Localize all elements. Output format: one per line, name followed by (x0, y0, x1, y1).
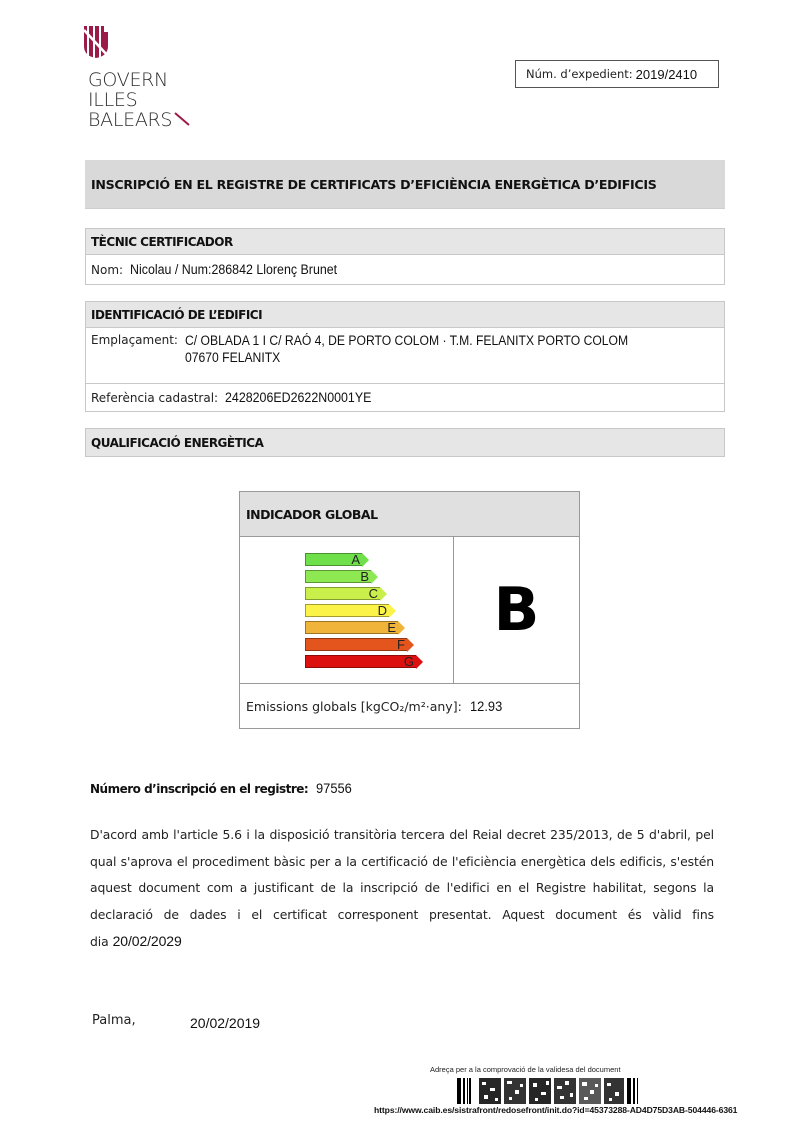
signature-date: 20/02/2019 (190, 1015, 261, 1031)
technician-section (85, 228, 725, 285)
energy-grade: B (493, 575, 540, 645)
indicator-heading: INDICADOR GLOBAL (240, 492, 579, 537)
government-logo-text (88, 70, 190, 130)
energy-bar-letter: F (397, 637, 405, 652)
signature-place: Palma, (92, 1013, 136, 1028)
validity-statement (90, 822, 714, 956)
location-value (185, 332, 677, 383)
emissions-value: 12.93 (469, 698, 503, 714)
location-line-2: 07670 FELANITX (184, 350, 281, 365)
energy-bar-c (305, 587, 387, 600)
verification-barcode (457, 1078, 640, 1104)
logo-line-3: BALEARS (88, 109, 173, 131)
cadastral-label: Referència cadastral: (91, 390, 219, 405)
energy-bar-a (305, 553, 369, 566)
verification-label: Adreça per a la comprovació de la validesa del document (430, 1065, 621, 1074)
name-label: Nom: (91, 262, 124, 277)
energy-bar-f (305, 638, 414, 651)
rating-heading: QUALIFICACIÓ ENERGÈTICA (86, 429, 724, 456)
energy-bar-g (305, 655, 423, 668)
indicator-body (240, 537, 579, 684)
energy-bar-letter: B (360, 569, 369, 584)
registry-label: Número d’inscripció en el registre: (90, 782, 309, 796)
verification-url-link[interactable]: https://www.caib.es/sistrafront/redosefront/init.do?id=45373288-AD4D75D3AB-504446-6361 (374, 1105, 738, 1115)
location-row (86, 328, 724, 383)
expedient-number-box (515, 60, 719, 88)
expedient-label: Núm. d’expedient: (526, 67, 633, 81)
energy-bar-letter: A (351, 552, 360, 567)
global-indicator-box (239, 491, 580, 729)
registry-number (90, 780, 355, 796)
logo-slash-icon (174, 110, 190, 124)
valid-until-date: 20/02/2029 (112, 933, 182, 949)
cadastral-row (86, 383, 724, 411)
energy-bar-letter: D (377, 603, 387, 618)
cadastral-value: 2428206ED2622N0001YE (225, 390, 372, 405)
emissions-row (240, 684, 579, 728)
energy-bar-b (305, 570, 378, 583)
rating-section (85, 428, 725, 457)
energy-bar-e (305, 621, 405, 634)
government-logo-emblem (84, 26, 108, 58)
energy-bar-letter: C (368, 586, 378, 601)
building-section (85, 301, 725, 412)
location-line-1: C/ OBLADA 1 I C/ RAÓ 4, DE PORTO COLOM · T.M. FELANITX PORTO COLOM (184, 333, 629, 348)
barcode-icon (457, 1078, 640, 1104)
registry-value: 97556 (316, 780, 353, 796)
building-heading: IDENTIFICACIÓ DE L’EDIFICI (86, 302, 724, 328)
location-label: Emplaçament: (91, 333, 178, 347)
technician-name-row (86, 255, 724, 284)
emissions-label: Emissions globals [kgCO₂/m²·any]: (246, 698, 462, 714)
energy-bar-d (305, 604, 396, 617)
energy-bar-letter: E (387, 620, 396, 635)
technician-heading: TÈCNIC CERTIFICADOR (86, 229, 724, 255)
shield-stripes-icon (84, 26, 108, 58)
logo-line-2: ILLES (88, 89, 138, 111)
document-title: INSCRIPCIÓ EN EL REGISTRE DE CERTIFICATS D’EFICIÈNCIA ENERGÈTICA D’EDIFICIS (85, 160, 725, 209)
statement-text: D'acord amb l'article 5.6 i la disposició transitòria tercera del Reial decret 235/2013, de 5 d'abril, pel qual s'aprova el procediment bàsic per a la certificació de l'eficiència energètica dels edificis, s'estén aquest document com a justificant de la inscripció de l'edifici en el Registre habilitat, segons la declaració de dades i el certificat corresponent presentat. Aquest document és vàlid fins dia (90, 827, 714, 949)
energy-bar-letter: G (403, 654, 414, 669)
name-value: Nicolau / Num:286842 Llorenç Brunet (130, 262, 338, 277)
expedient-value: 2019/2410 (635, 66, 698, 82)
logo-line-1: GOVERN (88, 69, 168, 91)
energy-scale-chart (240, 537, 454, 683)
